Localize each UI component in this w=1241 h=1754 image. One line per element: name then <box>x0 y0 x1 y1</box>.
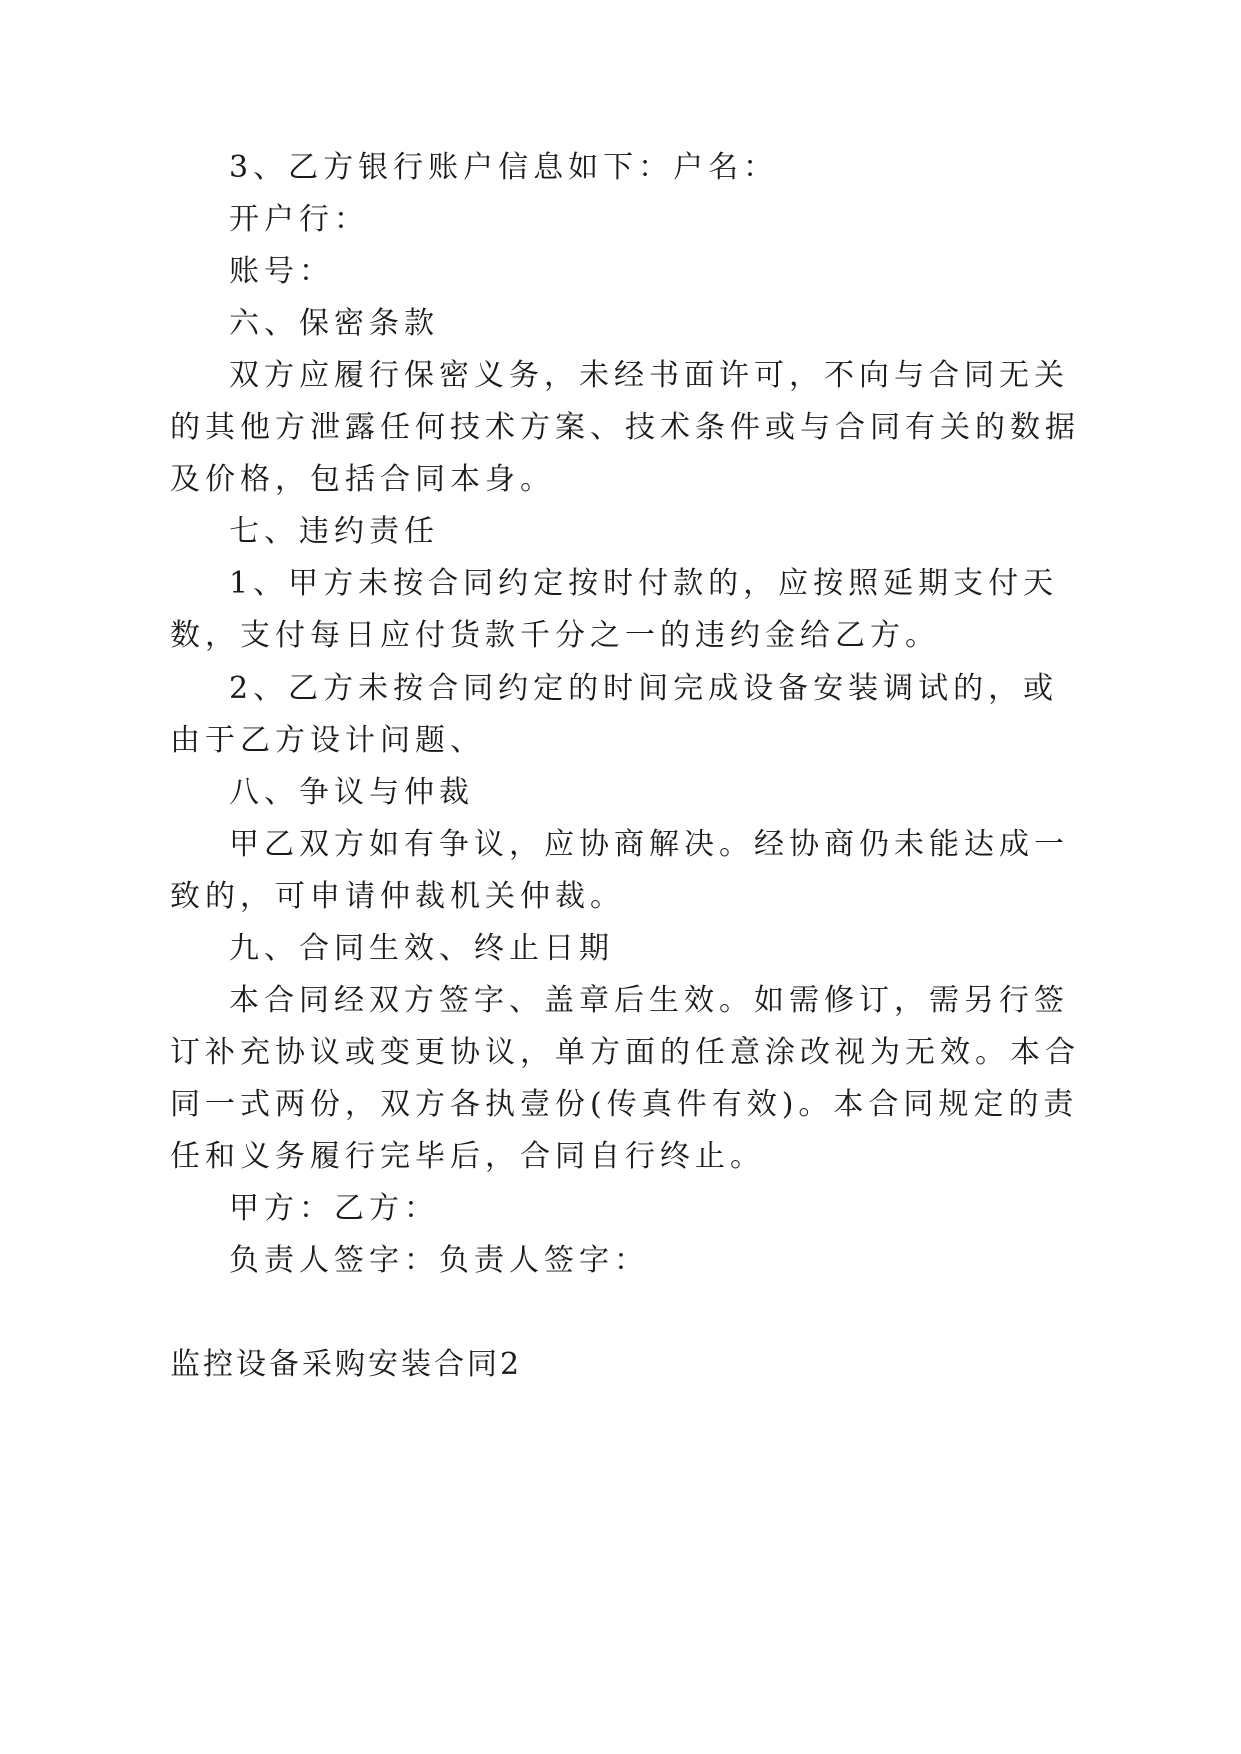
confidentiality-text-3: 及价格，包括合同本身。 <box>170 462 555 497</box>
confidentiality-heading: 六、保密条款 <box>229 306 439 341</box>
account-number-line: 账号： <box>229 254 334 289</box>
bank-info-line: 3、乙方银行账户信息如下：户名： <box>229 150 779 185</box>
breach-clause-2b: 由于乙方设计问题、 <box>170 723 485 758</box>
signature-line: 负责人签字：负责人签字： <box>229 1243 649 1278</box>
effective-text-1: 本合同经双方签字、盖章后生效。如需修订，需另行签 <box>229 983 1069 1018</box>
effective-text-3: 同一式两份，双方各执壹份(传真件有效)。本合同规定的责 <box>170 1087 1079 1122</box>
dispute-text-1: 甲乙双方如有争议，应协商解决。经协商仍未能达成一 <box>229 827 1069 862</box>
effective-text-2: 订补充协议或变更协议，单方面的任意涂改视为无效。本合 <box>170 1035 1080 1070</box>
confidentiality-text-1: 双方应履行保密义务，未经书面许可，不向与合同无关 <box>229 358 1069 393</box>
effective-heading: 九、合同生效、终止日期 <box>229 931 614 966</box>
effective-text-4: 任和义务履行完毕后，合同自行终止。 <box>170 1139 765 1174</box>
confidentiality-text-2: 的其他方泄露任何技术方案、技术条件或与合同有关的数据 <box>170 410 1080 445</box>
next-contract-title: 监控设备采购安装合同2 <box>170 1347 523 1382</box>
dispute-heading: 八、争议与仲裁 <box>229 775 474 810</box>
dispute-text-2: 致的，可申请仲裁机关仲裁。 <box>170 879 625 914</box>
parties-line: 甲方：乙方： <box>229 1191 439 1226</box>
bank-branch-line: 开户行： <box>229 202 369 237</box>
breach-clause-1a: 1、甲方未按合同约定按时付款的，应按照延期支付天 <box>229 566 1059 601</box>
breach-clause-1b: 数，支付每日应付货款千分之一的违约金给乙方。 <box>170 618 940 653</box>
breach-clause-2a: 2、乙方未按合同约定的时间完成设备安装调试的，或 <box>229 671 1059 706</box>
breach-heading: 七、违约责任 <box>229 514 439 549</box>
